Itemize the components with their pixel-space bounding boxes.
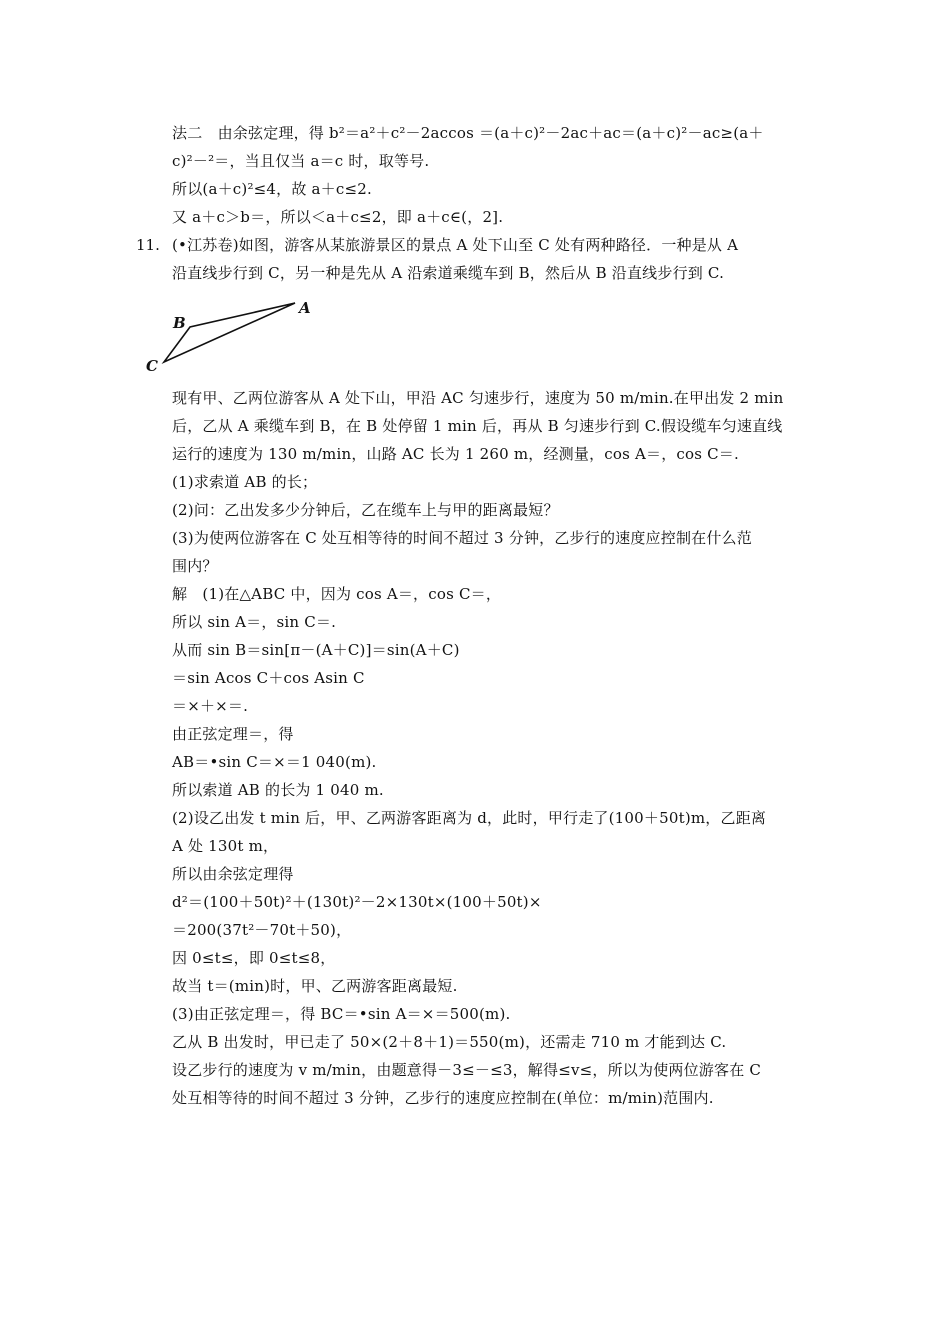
text-line: (2)设乙出发 t min 后，甲、乙两游客距离为 d，此时，甲行走了(100＋50t)m，乙距离 <box>172 809 767 827</box>
text-line: 运行的速度为 130 m/min，山路 AC 长为 1 260 m，经测量，cos A＝，cos C＝. <box>172 445 739 463</box>
triangle-figure <box>140 296 330 378</box>
text-line: d²＝(100＋50t)²＋(130t)²－2×130t×(100＋50t)× <box>172 893 542 911</box>
vertex-label-c: C <box>146 357 158 375</box>
triangle-abc <box>164 303 295 362</box>
text-line: AB＝•sin C＝×＝1 040(m). <box>172 753 377 771</box>
text-line: ＝200(37t²－70t＋50)， <box>172 921 352 939</box>
text-line: 故当 t＝(min)时，甲、乙两游客距离最短. <box>172 977 458 995</box>
text-line: 所以由余弦定理得 <box>172 865 294 883</box>
text-line: ＝sin Acos C＋cos Asin C <box>172 669 365 687</box>
problem-statement: (•江苏卷)如图，游客从某旅游景区的景点 A 处下山至 C 处有两种路径．一种是从 A <box>172 236 739 254</box>
text-line: (3)由正弦定理＝，得 BC＝•sin A＝×＝500(m). <box>172 1005 511 1023</box>
text-line: 从而 sin B＝sin[π－(A＋C)]＝sin(A＋C) <box>172 641 460 659</box>
text-line: A 处 130t m， <box>172 837 279 855</box>
problem-number: 11. <box>136 236 160 254</box>
text-line: 现有甲、乙两位游客从 A 处下山，甲沿 AC 匀速步行，速度为 50 m/min.在甲出发 2 min <box>172 389 784 407</box>
text-line: 所以(a＋c)²≤4，故 a＋c≤2. <box>172 180 372 198</box>
text-line-method2: 法二 由余弦定理，得 b²＝a²＋c²－2accos ＝(a＋c)²－2ac＋ac＝(a＋c)²－ac≥(a＋ <box>172 124 764 142</box>
text-line: 围内？ <box>172 557 218 575</box>
text-line: 由正弦定理＝，得 <box>172 725 294 743</box>
problem-statement: 沿直线步行到 C，另一种是先从 A 沿索道乘缆车到 B，然后从 B 沿直线步行到 C. <box>172 264 725 282</box>
text-line: 处互相等待的时间不超过 3 分钟，乙步行的速度应控制在(单位：m/min)范围内. <box>172 1089 714 1107</box>
solution-start: 解 (1)在△ABC 中，因为 cos A＝，cos C＝， <box>172 585 502 603</box>
question-1: (1)求索道 AB 的长； <box>172 473 318 491</box>
question-2: (2)问：乙出发多少分钟后，乙在缆车上与甲的距离最短？ <box>172 501 559 519</box>
text-line: 又 a＋c＞b＝，所以＜a＋c≤2，即 a＋c∈(，2]. <box>172 208 504 226</box>
text-line: 设乙步行的速度为 v m/min，由题意得－3≤－≤3，解得≤v≤，所以为使两位游客在 C <box>172 1061 762 1079</box>
text-line: 乙从 B 出发时，甲已走了 50×(2＋8＋1)＝550(m)，还需走 710 m 才能到达 C. <box>172 1033 727 1051</box>
text-line: 后，乙从 A 乘缆车到 B，在 B 处停留 1 min 后，再从 B 匀速步行到 C.假设缆车匀速直线 <box>172 417 783 435</box>
text-line: 所以 sin A＝，sin C＝. <box>172 613 337 631</box>
text-line: c)²－²＝，当且仅当 a＝c 时，取等号. <box>172 152 430 170</box>
text-line: ＝×＋×＝. <box>172 697 249 715</box>
vertex-label-a: A <box>299 299 311 317</box>
vertex-label-b: B <box>173 314 186 332</box>
text-line: 因 0≤t≤，即 0≤t≤8， <box>172 949 336 967</box>
text-line: 所以索道 AB 的长为 1 040 m. <box>172 781 384 799</box>
question-3: (3)为使两位游客在 C 处互相等待的时间不超过 3 分钟，乙步行的速度应控制在什么范 <box>172 529 752 547</box>
